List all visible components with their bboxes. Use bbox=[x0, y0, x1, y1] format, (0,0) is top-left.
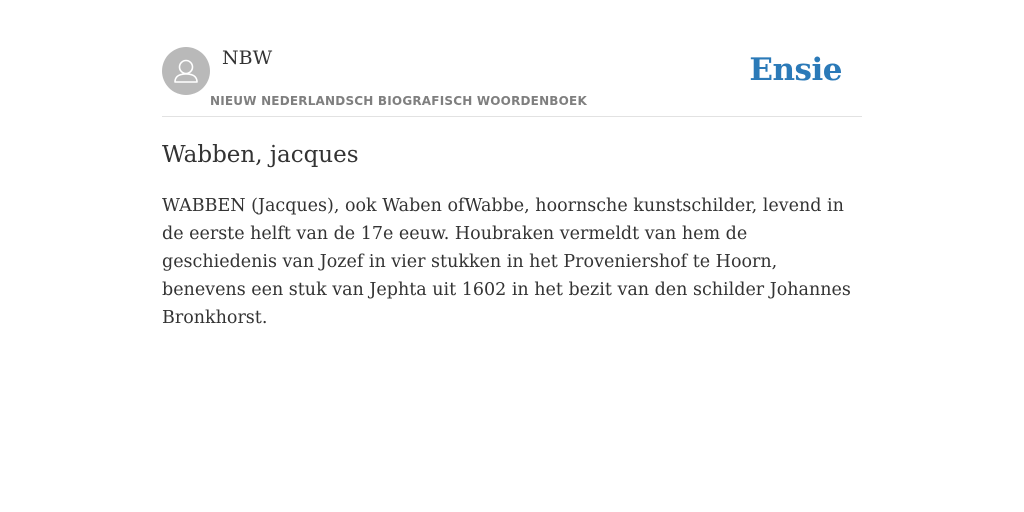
entry-body: WABBEN (Jacques), ook Waben ofWabbe, hoornsche kunstschilder, levend in de eerste helft van de 17e eeuw. Houbraken vermeldt van hem de geschiedenis van Jozef in vier stukken in het Proveniershof te Hoorn, benevens een stuk van Jephta uit 1602 in het bezit van den schilder Johannes Bronkhorst. bbox=[162, 196, 851, 328]
user-icon bbox=[162, 47, 210, 95]
source-abbreviation[interactable]: NBW bbox=[222, 47, 273, 69]
source-full-name[interactable]: NIEUW NEDERLANDSCH BIOGRAFISCH WOORDENBOEK bbox=[210, 94, 587, 108]
source-header bbox=[162, 40, 862, 117]
entry-title: Wabben, jacques bbox=[162, 142, 359, 168]
brand-logo[interactable]: Ensie bbox=[749, 52, 842, 88]
